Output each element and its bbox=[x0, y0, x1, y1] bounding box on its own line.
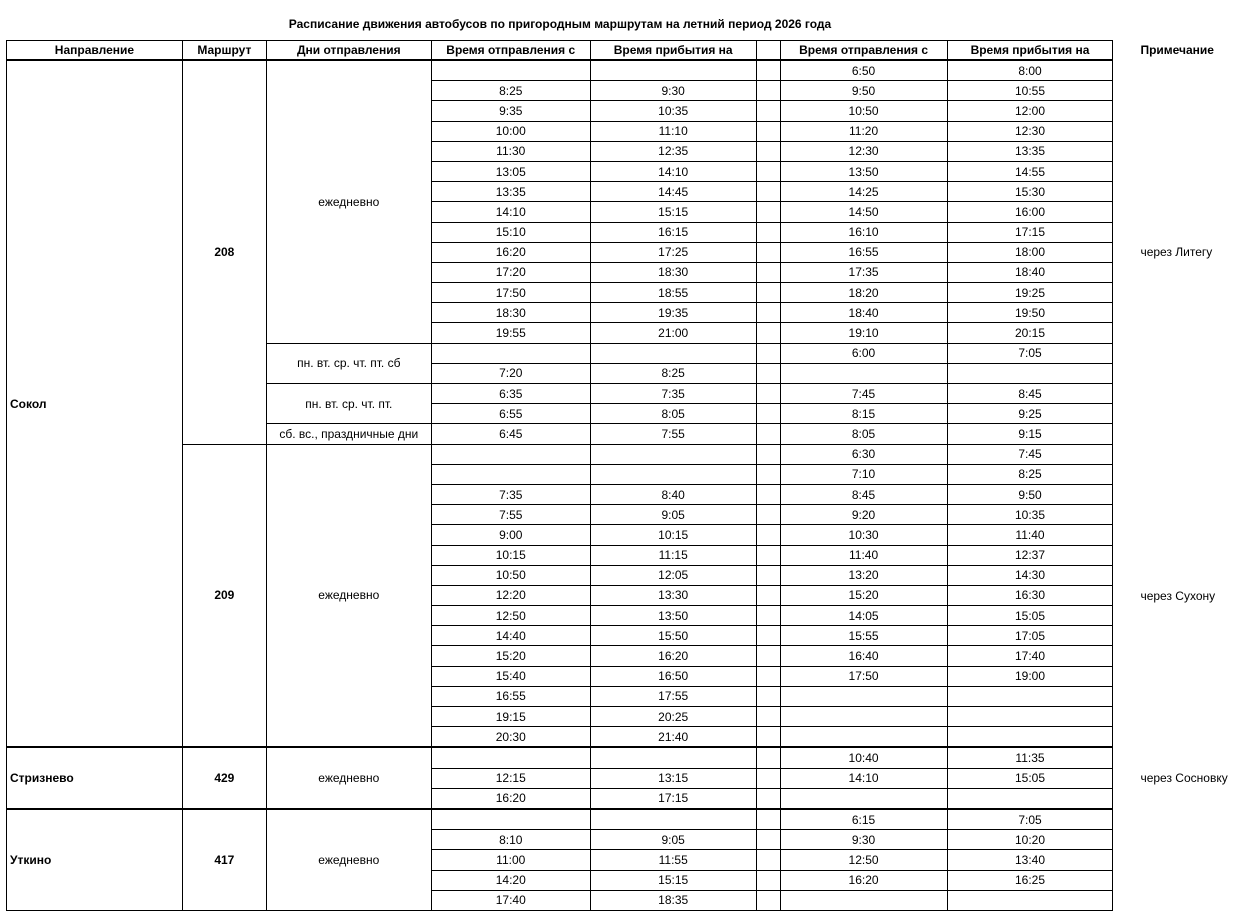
depart-time-b bbox=[780, 727, 947, 748]
spacer-cell bbox=[756, 525, 780, 545]
route-note bbox=[1113, 809, 1243, 910]
direction-cell: Стризнево bbox=[7, 747, 183, 809]
route-number: 209 bbox=[182, 444, 266, 747]
page-title: Расписание движения автобусов по пригородным маршрутам на летний период 2026 года bbox=[0, 17, 1120, 31]
route-number: 417 bbox=[182, 809, 266, 910]
depart-time-a: 10:15 bbox=[431, 545, 590, 565]
depart-time-b: 16:40 bbox=[780, 646, 947, 666]
depart-time-a: 7:35 bbox=[431, 484, 590, 504]
spacer-cell bbox=[756, 343, 780, 363]
arrive-time-b: 19:00 bbox=[947, 666, 1113, 686]
arrive-time-a: 15:15 bbox=[590, 202, 756, 222]
depart-time-b: 12:50 bbox=[780, 850, 947, 870]
depart-time-a: 9:00 bbox=[431, 525, 590, 545]
arrive-time-a: 8:25 bbox=[590, 363, 756, 383]
arrive-time-a: 11:10 bbox=[590, 121, 756, 141]
arrive-time-b bbox=[947, 727, 1113, 748]
depart-time-a bbox=[431, 464, 590, 484]
arrive-time-b: 10:55 bbox=[947, 81, 1113, 101]
depart-time-b: 8:45 bbox=[780, 484, 947, 504]
spacer-cell bbox=[756, 323, 780, 343]
arrive-time-a: 12:05 bbox=[590, 565, 756, 585]
depart-time-b: 9:30 bbox=[780, 830, 947, 850]
depart-time-b: 10:30 bbox=[780, 525, 947, 545]
depart-time-a: 14:20 bbox=[431, 870, 590, 890]
depart-time-a: 12:15 bbox=[431, 768, 590, 788]
spacer-cell bbox=[756, 788, 780, 809]
arrive-time-b: 20:15 bbox=[947, 323, 1113, 343]
spacer-cell bbox=[756, 182, 780, 202]
arrive-time-b: 19:50 bbox=[947, 303, 1113, 323]
depart-time-a: 20:30 bbox=[431, 727, 590, 748]
depart-time-b: 11:20 bbox=[780, 121, 947, 141]
spacer-cell bbox=[756, 444, 780, 464]
arrive-time-b: 9:25 bbox=[947, 404, 1113, 424]
depart-time-a: 14:40 bbox=[431, 626, 590, 646]
arrive-time-a bbox=[590, 809, 756, 830]
depart-time-b: 16:55 bbox=[780, 242, 947, 262]
depart-time-a: 15:10 bbox=[431, 222, 590, 242]
header-days: Дни отправления bbox=[266, 41, 431, 61]
arrive-time-a: 21:00 bbox=[590, 323, 756, 343]
spacer-cell bbox=[756, 81, 780, 101]
depart-time-b: 19:10 bbox=[780, 323, 947, 343]
depart-time-b: 16:20 bbox=[780, 870, 947, 890]
depart-time-b: 15:55 bbox=[780, 626, 947, 646]
arrive-time-b: 17:15 bbox=[947, 222, 1113, 242]
departure-days: ежедневно bbox=[266, 809, 431, 910]
depart-time-a: 10:00 bbox=[431, 121, 590, 141]
spacer-cell bbox=[756, 141, 780, 161]
arrive-time-a: 16:20 bbox=[590, 646, 756, 666]
spacer-cell bbox=[756, 545, 780, 565]
depart-time-b: 16:10 bbox=[780, 222, 947, 242]
depart-time-a bbox=[431, 809, 590, 830]
depart-time-b: 14:25 bbox=[780, 182, 947, 202]
spacer-cell bbox=[756, 262, 780, 282]
depart-time-b bbox=[780, 363, 947, 383]
arrive-time-b bbox=[947, 363, 1113, 383]
depart-time-b: 6:00 bbox=[780, 343, 947, 363]
depart-time-b: 13:20 bbox=[780, 565, 947, 585]
arrive-time-a: 18:55 bbox=[590, 283, 756, 303]
spacer-cell bbox=[756, 890, 780, 910]
arrive-time-a bbox=[590, 60, 756, 81]
depart-time-b: 10:50 bbox=[780, 101, 947, 121]
depart-time-b: 18:20 bbox=[780, 283, 947, 303]
spacer-cell bbox=[756, 101, 780, 121]
header-depart-destination: Время отправления с bbox=[780, 41, 947, 61]
arrive-time-a: 13:15 bbox=[590, 768, 756, 788]
spacer-cell bbox=[756, 363, 780, 383]
depart-time-a: 18:30 bbox=[431, 303, 590, 323]
arrive-time-a: 11:15 bbox=[590, 545, 756, 565]
arrive-time-a: 20:25 bbox=[590, 707, 756, 727]
depart-time-b: 17:50 bbox=[780, 666, 947, 686]
header-route: Маршрут bbox=[182, 41, 266, 61]
arrive-time-a: 16:15 bbox=[590, 222, 756, 242]
departure-days: пн. вт. ср. чт. пт. bbox=[266, 384, 431, 424]
depart-time-a: 16:20 bbox=[431, 242, 590, 262]
arrive-time-a: 13:30 bbox=[590, 585, 756, 605]
arrive-time-a: 17:15 bbox=[590, 788, 756, 809]
arrive-time-a: 7:55 bbox=[590, 424, 756, 444]
spacer-cell bbox=[756, 870, 780, 890]
arrive-time-b: 9:50 bbox=[947, 484, 1113, 504]
arrive-time-b: 18:00 bbox=[947, 242, 1113, 262]
arrive-time-a: 11:55 bbox=[590, 850, 756, 870]
arrive-time-a: 17:25 bbox=[590, 242, 756, 262]
depart-time-a: 16:20 bbox=[431, 788, 590, 809]
arrive-time-b: 13:35 bbox=[947, 141, 1113, 161]
arrive-time-b: 15:05 bbox=[947, 768, 1113, 788]
depart-time-a: 6:45 bbox=[431, 424, 590, 444]
depart-time-b bbox=[780, 890, 947, 910]
arrive-time-b: 12:37 bbox=[947, 545, 1113, 565]
arrive-time-a: 17:55 bbox=[590, 686, 756, 706]
arrive-time-b: 16:30 bbox=[947, 585, 1113, 605]
spacer-cell bbox=[756, 464, 780, 484]
depart-time-a: 17:50 bbox=[431, 283, 590, 303]
arrive-time-a: 10:35 bbox=[590, 101, 756, 121]
spacer-cell bbox=[756, 606, 780, 626]
arrive-time-a: 21:40 bbox=[590, 727, 756, 748]
depart-time-b: 10:40 bbox=[780, 747, 947, 768]
departure-days: ежедневно bbox=[266, 444, 431, 747]
depart-time-b: 17:35 bbox=[780, 262, 947, 282]
depart-time-a bbox=[431, 60, 590, 81]
table-row bbox=[7, 60, 1243, 81]
arrive-time-a: 8:05 bbox=[590, 404, 756, 424]
spacer-cell bbox=[756, 384, 780, 404]
arrive-time-b bbox=[947, 686, 1113, 706]
depart-time-b: 14:10 bbox=[780, 768, 947, 788]
spacer-cell bbox=[756, 242, 780, 262]
spacer-cell bbox=[756, 303, 780, 323]
spacer-cell bbox=[756, 707, 780, 727]
depart-time-a: 15:20 bbox=[431, 646, 590, 666]
route-note: через Сухону bbox=[1113, 444, 1243, 747]
depart-time-b: 14:05 bbox=[780, 606, 947, 626]
arrive-time-b: 14:55 bbox=[947, 161, 1113, 181]
depart-time-b: 8:15 bbox=[780, 404, 947, 424]
arrive-time-b: 11:40 bbox=[947, 525, 1113, 545]
spacer-cell bbox=[756, 505, 780, 525]
depart-time-a: 6:55 bbox=[431, 404, 590, 424]
depart-time-b: 12:30 bbox=[780, 141, 947, 161]
arrive-time-b: 7:45 bbox=[947, 444, 1113, 464]
spacer-cell bbox=[756, 727, 780, 748]
arrive-time-b: 17:40 bbox=[947, 646, 1113, 666]
arrive-time-a bbox=[590, 343, 756, 363]
arrive-time-a: 14:45 bbox=[590, 182, 756, 202]
arrive-time-b bbox=[947, 890, 1113, 910]
depart-time-b: 9:50 bbox=[780, 81, 947, 101]
spacer-cell bbox=[756, 747, 780, 768]
spacer-cell bbox=[756, 424, 780, 444]
depart-time-a: 15:40 bbox=[431, 666, 590, 686]
arrive-time-b: 16:25 bbox=[947, 870, 1113, 890]
depart-time-a: 19:15 bbox=[431, 707, 590, 727]
arrive-time-b: 19:25 bbox=[947, 283, 1113, 303]
depart-time-b bbox=[780, 788, 947, 809]
arrive-time-a: 9:30 bbox=[590, 81, 756, 101]
arrive-time-b: 10:20 bbox=[947, 830, 1113, 850]
depart-time-a bbox=[431, 343, 590, 363]
arrive-time-a: 15:50 bbox=[590, 626, 756, 646]
arrive-time-b: 8:25 bbox=[947, 464, 1113, 484]
arrive-time-b: 11:35 bbox=[947, 747, 1113, 768]
spacer-cell bbox=[756, 850, 780, 870]
depart-time-b: 6:50 bbox=[780, 60, 947, 81]
direction-cell: Уткино bbox=[7, 809, 183, 910]
departure-days: сб. вс., праздничные дни bbox=[266, 424, 431, 444]
depart-time-a: 17:20 bbox=[431, 262, 590, 282]
table-row bbox=[7, 444, 1243, 464]
arrive-time-b: 7:05 bbox=[947, 343, 1113, 363]
route-note: через Литегу bbox=[1113, 60, 1243, 444]
spacer-cell bbox=[756, 404, 780, 424]
depart-time-b: 6:30 bbox=[780, 444, 947, 464]
arrive-time-b bbox=[947, 788, 1113, 809]
depart-time-a: 9:35 bbox=[431, 101, 590, 121]
depart-time-a: 7:20 bbox=[431, 363, 590, 383]
header-arrive-destination: Время прибытия на bbox=[590, 41, 756, 61]
arrive-time-a: 7:35 bbox=[590, 384, 756, 404]
arrive-time-b: 10:35 bbox=[947, 505, 1113, 525]
arrive-time-b bbox=[947, 707, 1113, 727]
depart-time-a bbox=[431, 444, 590, 464]
depart-time-a: 8:25 bbox=[431, 81, 590, 101]
arrive-time-a: 12:35 bbox=[590, 141, 756, 161]
arrive-time-a: 16:50 bbox=[590, 666, 756, 686]
table-row bbox=[7, 747, 1243, 768]
spacer-cell bbox=[756, 809, 780, 830]
departure-days: пн. вт. ср. чт. пт. сб bbox=[266, 343, 431, 383]
arrive-time-a: 18:35 bbox=[590, 890, 756, 910]
depart-time-a: 14:10 bbox=[431, 202, 590, 222]
arrive-time-a bbox=[590, 747, 756, 768]
spacer-cell bbox=[756, 60, 780, 81]
header-arrive-city: Время прибытия на bbox=[947, 41, 1113, 61]
arrive-time-a: 13:50 bbox=[590, 606, 756, 626]
spacer-cell bbox=[756, 646, 780, 666]
arrive-time-a: 9:05 bbox=[590, 505, 756, 525]
schedule-body bbox=[7, 60, 1243, 910]
arrive-time-a: 19:35 bbox=[590, 303, 756, 323]
spacer-cell bbox=[756, 222, 780, 242]
spacer-cell bbox=[756, 768, 780, 788]
arrive-time-b: 15:30 bbox=[947, 182, 1113, 202]
spacer-cell bbox=[756, 626, 780, 646]
arrive-time-a bbox=[590, 464, 756, 484]
spacer-cell bbox=[756, 484, 780, 504]
arrive-time-b: 13:40 bbox=[947, 850, 1113, 870]
arrive-time-a: 14:10 bbox=[590, 161, 756, 181]
depart-time-b: 13:50 bbox=[780, 161, 947, 181]
route-number: 429 bbox=[182, 747, 266, 809]
arrive-time-a: 18:30 bbox=[590, 262, 756, 282]
arrive-time-b: 12:00 bbox=[947, 101, 1113, 121]
arrive-time-b: 9:15 bbox=[947, 424, 1113, 444]
table-row bbox=[7, 809, 1243, 830]
depart-time-a: 12:20 bbox=[431, 585, 590, 605]
depart-time-b: 9:20 bbox=[780, 505, 947, 525]
spacer-cell bbox=[756, 585, 780, 605]
header-depart-city: Время отправления с bbox=[431, 41, 590, 61]
header-note: Примечание bbox=[1113, 41, 1243, 61]
depart-time-a: 13:35 bbox=[431, 182, 590, 202]
spacer-cell bbox=[756, 283, 780, 303]
depart-time-a: 11:00 bbox=[431, 850, 590, 870]
depart-time-a: 19:55 bbox=[431, 323, 590, 343]
arrive-time-b: 17:05 bbox=[947, 626, 1113, 646]
arrive-time-b: 18:40 bbox=[947, 262, 1113, 282]
depart-time-b: 7:10 bbox=[780, 464, 947, 484]
depart-time-a: 6:35 bbox=[431, 384, 590, 404]
spacer-cell bbox=[756, 202, 780, 222]
arrive-time-b: 8:00 bbox=[947, 60, 1113, 81]
depart-time-b: 6:15 bbox=[780, 809, 947, 830]
depart-time-b: 8:05 bbox=[780, 424, 947, 444]
schedule-table bbox=[6, 40, 1243, 911]
depart-time-b: 14:50 bbox=[780, 202, 947, 222]
spacer-cell bbox=[756, 121, 780, 141]
depart-time-a: 13:05 bbox=[431, 161, 590, 181]
depart-time-a: 16:55 bbox=[431, 686, 590, 706]
route-note: через Сосновку bbox=[1113, 747, 1243, 809]
arrive-time-a: 9:05 bbox=[590, 830, 756, 850]
depart-time-a: 7:55 bbox=[431, 505, 590, 525]
depart-time-a bbox=[431, 747, 590, 768]
depart-time-a: 12:50 bbox=[431, 606, 590, 626]
depart-time-a: 11:30 bbox=[431, 141, 590, 161]
spacer-cell bbox=[756, 686, 780, 706]
arrive-time-a: 10:15 bbox=[590, 525, 756, 545]
departure-days: ежедневно bbox=[266, 747, 431, 809]
spacer-cell bbox=[756, 161, 780, 181]
direction-cell: Сокол bbox=[7, 60, 183, 747]
arrive-time-b: 7:05 bbox=[947, 809, 1113, 830]
arrive-time-b: 14:30 bbox=[947, 565, 1113, 585]
header-row bbox=[7, 41, 1243, 61]
arrive-time-a: 15:15 bbox=[590, 870, 756, 890]
depart-time-b: 18:40 bbox=[780, 303, 947, 323]
arrive-time-b: 15:05 bbox=[947, 606, 1113, 626]
depart-time-b: 11:40 bbox=[780, 545, 947, 565]
depart-time-b bbox=[780, 686, 947, 706]
depart-time-a: 17:40 bbox=[431, 890, 590, 910]
spacer-cell bbox=[756, 666, 780, 686]
depart-time-b: 7:45 bbox=[780, 384, 947, 404]
depart-time-a: 10:50 bbox=[431, 565, 590, 585]
arrive-time-b: 8:45 bbox=[947, 384, 1113, 404]
depart-time-b: 15:20 bbox=[780, 585, 947, 605]
arrive-time-a: 8:40 bbox=[590, 484, 756, 504]
arrive-time-b: 12:30 bbox=[947, 121, 1113, 141]
depart-time-b bbox=[780, 707, 947, 727]
header-direction: Направление bbox=[7, 41, 183, 61]
spacer-cell bbox=[756, 830, 780, 850]
spacer-cell bbox=[756, 565, 780, 585]
departure-days: ежедневно bbox=[266, 60, 431, 343]
arrive-time-a bbox=[590, 444, 756, 464]
arrive-time-b: 16:00 bbox=[947, 202, 1113, 222]
route-number: 208 bbox=[182, 60, 266, 444]
depart-time-a: 8:10 bbox=[431, 830, 590, 850]
header-spacer bbox=[756, 41, 780, 61]
